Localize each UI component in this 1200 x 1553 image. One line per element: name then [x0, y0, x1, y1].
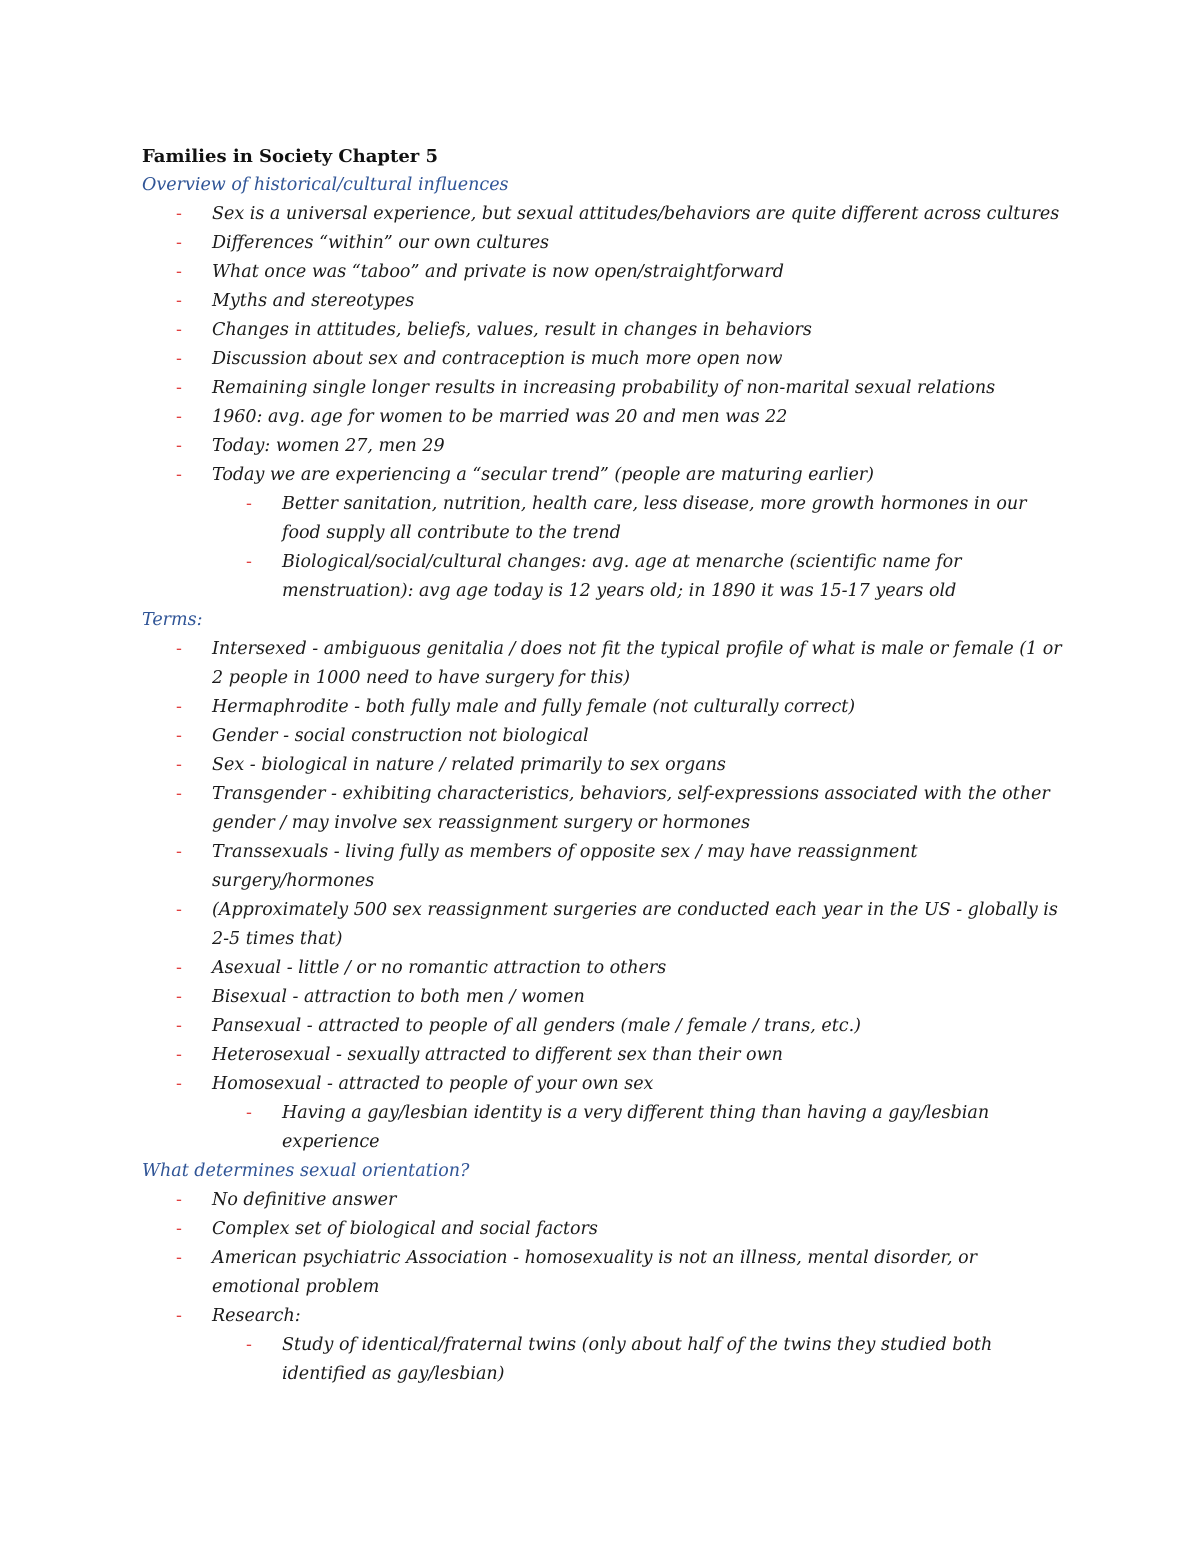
bullet-dash-icon: -	[176, 958, 182, 978]
bullet-dash-icon: -	[176, 291, 182, 311]
bullet-dash-icon: -	[176, 233, 182, 253]
bullet-dash-icon: -	[246, 552, 252, 572]
list-item-text: Remaining single longer results in increasing probability of non-marital sexual relations	[212, 378, 996, 398]
bullet-dash-icon: -	[246, 1335, 252, 1355]
list-item-text: Sex is a universal experience, but sexual attitudes/behaviors are quite different across cultures	[212, 204, 1060, 224]
list-item-text: Today: women 27, men 29	[212, 436, 445, 456]
list-item	[142, 1302, 1067, 1331]
list-item-text: Transsexuals - living fully as members of opposite sex / may have reassignment surgery/hormones	[212, 842, 918, 891]
bullet-dash-icon: -	[176, 1219, 182, 1239]
list-item	[142, 200, 1067, 229]
list-item	[142, 954, 1067, 983]
bullet-dash-icon: -	[176, 1306, 182, 1326]
list-item-text: Gender - social construction not biological	[212, 726, 589, 746]
bullet-dash-icon: -	[176, 697, 182, 717]
list-item-text: Hermaphrodite - both fully male and fully female (not culturally correct)	[212, 697, 856, 717]
list-item-text: No definitive answer	[212, 1190, 397, 1210]
list-item-text: Homosexual - attracted to people of your own sex	[212, 1074, 654, 1094]
sub-list-item-text: Study of identical/fraternal twins (only about half of the twins they studied both identified as gay/lesbian)	[282, 1335, 993, 1384]
bullet-dash-icon: -	[176, 465, 182, 485]
bullet-dash-icon: -	[176, 842, 182, 862]
document-body	[142, 171, 1067, 1389]
document-title: Families in Society Chapter 5	[142, 146, 439, 167]
bullet-dash-icon: -	[176, 1190, 182, 1210]
bullet-dash-icon: -	[176, 407, 182, 427]
bullet-dash-icon: -	[246, 1103, 252, 1123]
bullet-dash-icon: -	[176, 784, 182, 804]
list-item-text: Pansexual - attracted to people of all genders (male / female / trans, etc.)	[212, 1016, 861, 1036]
list-item-text: Transgender - exhibiting characteristics, behaviors, self-expressions associated with the other gender / may involve sex reassignment surgery or hormones	[212, 784, 1050, 833]
bullet-list	[142, 200, 1067, 606]
sub-list-item	[212, 1099, 1067, 1157]
list-item	[142, 461, 1067, 490]
section-heading: Overview of historical/cultural influences	[142, 175, 509, 195]
list-item-text: Complex set of biological and social factors	[212, 1219, 598, 1239]
list-item	[142, 316, 1067, 345]
list-item-text: Research:	[212, 1306, 301, 1326]
list-item	[142, 1244, 1067, 1302]
bullet-dash-icon: -	[176, 262, 182, 282]
sub-list-item	[212, 490, 1067, 548]
list-item	[142, 1012, 1067, 1041]
bullet-dash-icon: -	[176, 204, 182, 224]
section-heading: What determines sexual orientation?	[142, 1161, 470, 1181]
list-item-text: Sex - biological in nature / related primarily to sex organs	[212, 755, 726, 775]
bullet-dash-icon: -	[176, 1074, 182, 1094]
sub-bullet-list	[212, 1099, 1067, 1157]
bullet-dash-icon: -	[176, 755, 182, 775]
list-item-text: Differences “within” our own cultures	[212, 233, 550, 253]
sub-list-item	[212, 548, 1067, 606]
list-item	[142, 751, 1067, 780]
list-item-text: Heterosexual - sexually attracted to different sex than their own	[212, 1045, 783, 1065]
list-item-text: Asexual - little / or no romantic attraction to others	[212, 958, 667, 978]
list-item-text: 1960: avg. age for women to be married was 20 and men was 22	[212, 407, 788, 427]
bullet-dash-icon: -	[176, 1016, 182, 1036]
bullet-dash-icon: -	[176, 320, 182, 340]
bullet-dash-icon: -	[176, 987, 182, 1007]
sub-bullet-list	[212, 490, 1067, 606]
list-item	[142, 838, 1067, 896]
sub-list-item	[212, 1331, 1067, 1389]
list-item-text: (Approximately 500 sex reassignment surgeries are conducted each year in the US - globally is 2-5 times that)	[212, 900, 1058, 949]
list-item-text: Today we are experiencing a “secular trend” (people are maturing earlier)	[212, 465, 874, 485]
sub-list-item-text: Having a gay/lesbian identity is a very different thing than having a gay/lesbian experience	[282, 1103, 990, 1152]
list-item	[142, 258, 1067, 287]
list-item	[142, 229, 1067, 258]
section-heading: Terms:	[142, 610, 203, 630]
list-item-text: What once was “taboo” and private is now open/straightforward	[212, 262, 784, 282]
list-item	[142, 287, 1067, 316]
sub-list-item-text: Better sanitation, nutrition, health care, less disease, more growth hormones in our food supply all contribute to the trend	[282, 494, 1027, 543]
list-item	[142, 1070, 1067, 1099]
bullet-dash-icon: -	[176, 726, 182, 746]
list-item	[142, 432, 1067, 461]
list-item	[142, 635, 1067, 693]
document-page	[142, 142, 1067, 1389]
list-item-text: Bisexual - attraction to both men / women	[212, 987, 585, 1007]
list-item	[142, 722, 1067, 751]
list-item-text: Changes in attitudes, beliefs, values, result in changes in behaviors	[212, 320, 812, 340]
list-item	[142, 1041, 1067, 1070]
list-item-text: American psychiatric Association - homosexuality is not an illness, mental disorder, or emotional problem	[212, 1248, 977, 1297]
list-item	[142, 1215, 1067, 1244]
bullet-dash-icon: -	[176, 1248, 182, 1268]
list-item-text: Myths and stereotypes	[212, 291, 415, 311]
list-item	[142, 403, 1067, 432]
bullet-list	[142, 1186, 1067, 1389]
list-item	[142, 896, 1067, 954]
list-item	[142, 983, 1067, 1012]
bullet-dash-icon: -	[176, 349, 182, 369]
list-item	[142, 1186, 1067, 1215]
list-item	[142, 693, 1067, 722]
bullet-dash-icon: -	[176, 378, 182, 398]
sub-bullet-list	[212, 1331, 1067, 1389]
bullet-dash-icon: -	[176, 436, 182, 456]
list-item	[142, 780, 1067, 838]
list-item	[142, 374, 1067, 403]
bullet-dash-icon: -	[176, 1045, 182, 1065]
bullet-list	[142, 635, 1067, 1157]
list-item	[142, 345, 1067, 374]
bullet-dash-icon: -	[176, 900, 182, 920]
bullet-dash-icon: -	[176, 639, 182, 659]
list-item-text: Intersexed - ambiguous genitalia / does not fit the typical profile of what is male or female (1 or 2 people in 1000 need to have surgery for this)	[212, 639, 1062, 688]
sub-list-item-text: Biological/social/cultural changes: avg. age at menarche (scientific name for menstruation): avg age today is 12 years old; in 1890 it was 15-17 years old	[282, 552, 962, 601]
list-item-text: Discussion about sex and contraception is much more open now	[212, 349, 783, 369]
bullet-dash-icon: -	[246, 494, 252, 514]
